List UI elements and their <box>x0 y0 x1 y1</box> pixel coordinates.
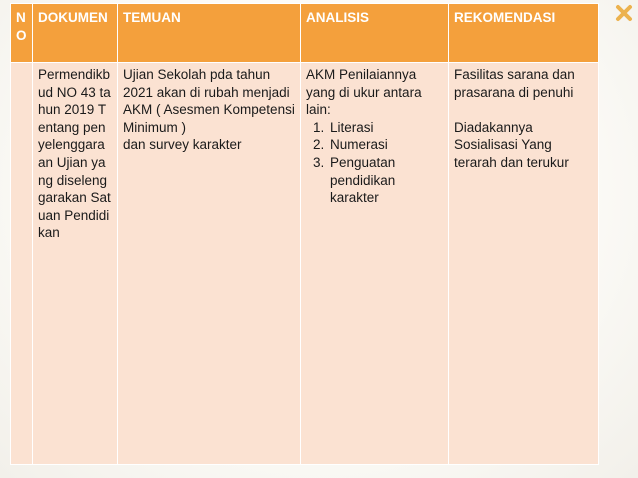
cell-no <box>11 63 33 465</box>
header-analisis: ANALISIS <box>301 4 449 63</box>
cell-analisis <box>301 63 449 465</box>
cell-rekomendasi: Fasilitas sarana dan prasarana di penuhi Diadakannya Sosialisasi Yang terarah dan terukur <box>449 63 599 465</box>
list-item: 2. Numerasi <box>328 136 443 154</box>
header-rekomendasi: REKOMENDASI <box>449 4 599 63</box>
list-item: 1. Literasi <box>328 119 443 137</box>
analysis-intro: AKM Penilaiannya yang di ukur antara lain: <box>306 67 422 118</box>
cell-temuan: Ujian Sekolah pda tahun 2021 akan di rubah menjadi AKM ( Asesmen Kompetensi Minimum ) dan survey karakter <box>118 63 301 465</box>
table-row <box>11 63 599 465</box>
analysis-list <box>306 119 443 207</box>
table-header-row <box>11 4 599 63</box>
x-mark-icon <box>615 4 633 22</box>
header-no: NO <box>11 4 33 63</box>
header-temuan: TEMUAN <box>118 4 301 63</box>
cell-dokumen: Permendikbud NO 43 tahun 2019 Tentang penyelenggaraan Ujian yang diselenggarakan Satuan Pendidikan <box>33 63 118 465</box>
list-item: 3. Penguatan pendidikan karakter <box>328 154 443 207</box>
header-dokumen: DOKUMEN <box>33 4 118 63</box>
findings-table <box>10 3 599 465</box>
